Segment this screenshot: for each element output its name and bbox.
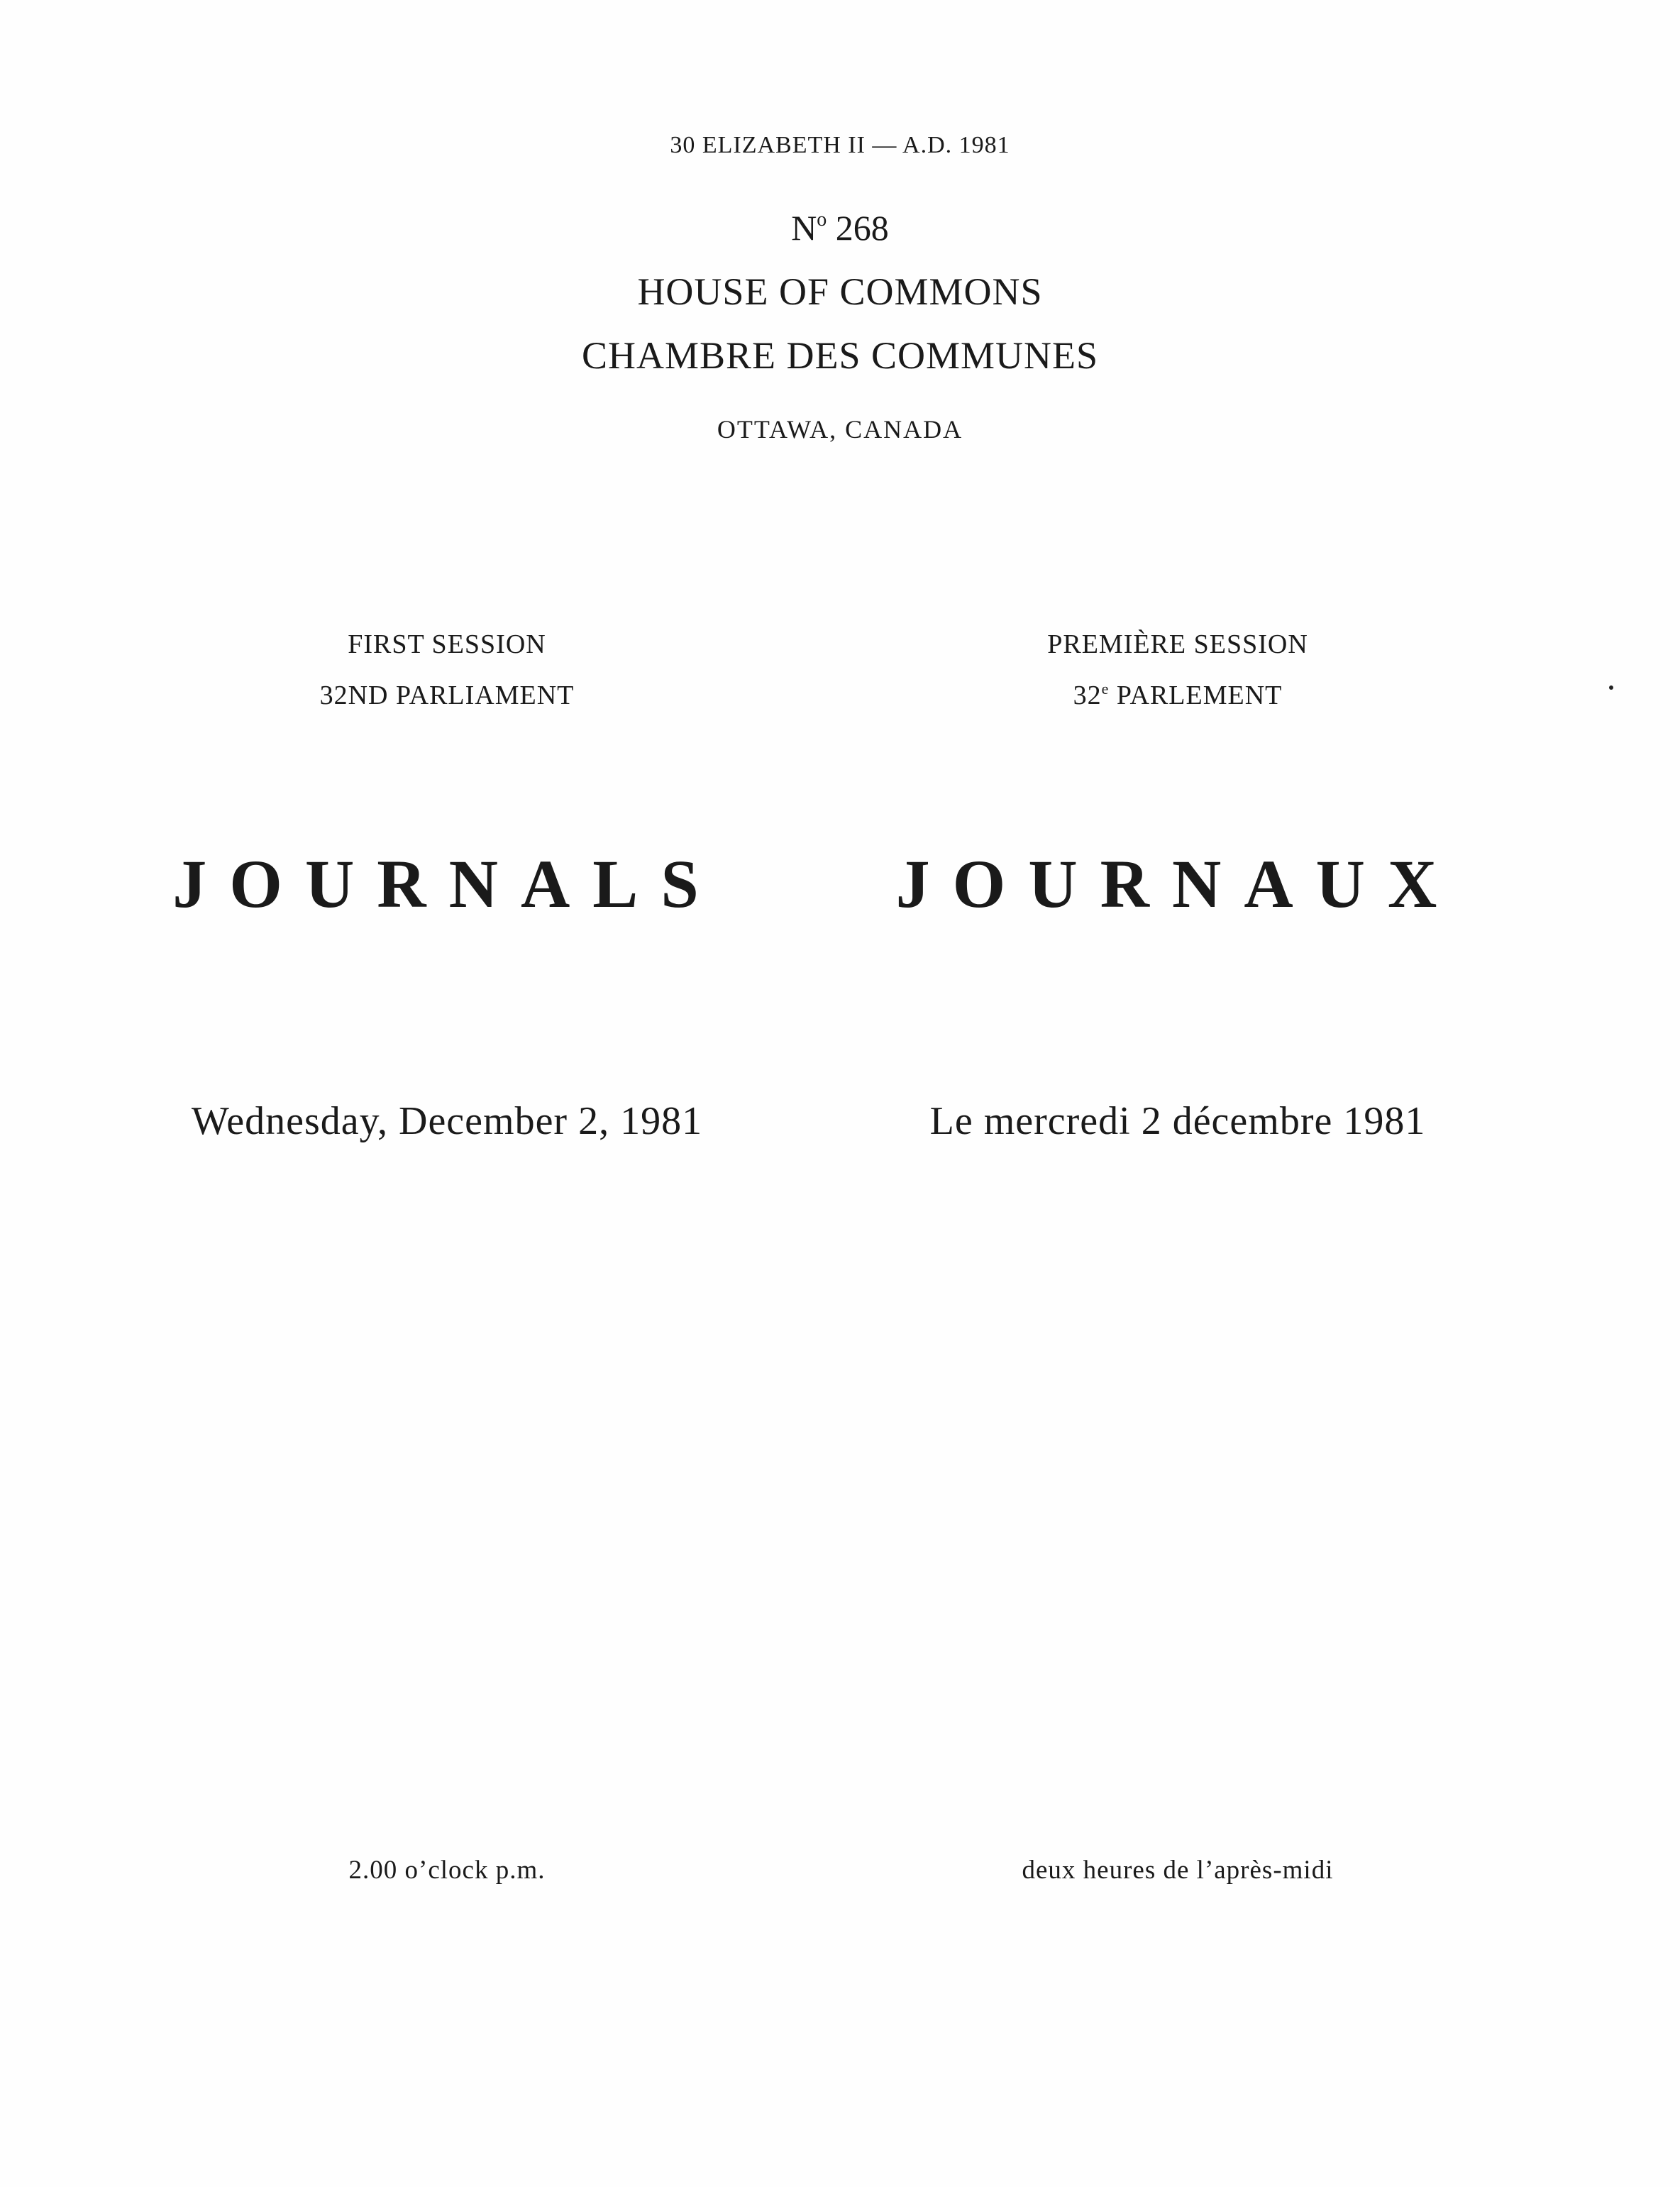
issue-number-prefix: N [791, 208, 817, 248]
session-english: FIRST SESSION [348, 629, 546, 659]
parliament-french-superscript: e [1101, 680, 1110, 698]
title-english: JOURNALS [172, 846, 722, 922]
date-french: Le mercredi 2 décembre 1981 [929, 1099, 1426, 1143]
issue-number [0, 207, 1680, 248]
regnal-year: 30 ELIZABETH II — A.D. 1981 [670, 132, 1010, 158]
print-speck [1609, 685, 1613, 690]
title-french: JOURNAUX [895, 846, 1460, 922]
parliament-french-number: 32 [1073, 681, 1102, 710]
time-french: deux heures de l’après-midi [1022, 1856, 1334, 1885]
parliament-english: 32ND PARLIAMENT [319, 681, 575, 710]
session-french: PREMIÈRE SESSION [1047, 629, 1308, 659]
issue-number-superscript: o [817, 209, 827, 231]
issue-number-value: 268 [827, 208, 889, 248]
date-english: Wednesday, December 2, 1981 [191, 1099, 703, 1143]
place-of-publication: OTTAWA, CANADA [717, 415, 963, 444]
parliament-french [894, 680, 1461, 711]
parliament-french-word: PARLEMENT [1109, 681, 1283, 710]
house-name-french: CHAMBRE DES COMMUNES [581, 334, 1099, 377]
house-name-english: HOUSE OF COMMONS [637, 270, 1043, 313]
time-english: 2.00 o’clock p.m. [348, 1856, 546, 1885]
